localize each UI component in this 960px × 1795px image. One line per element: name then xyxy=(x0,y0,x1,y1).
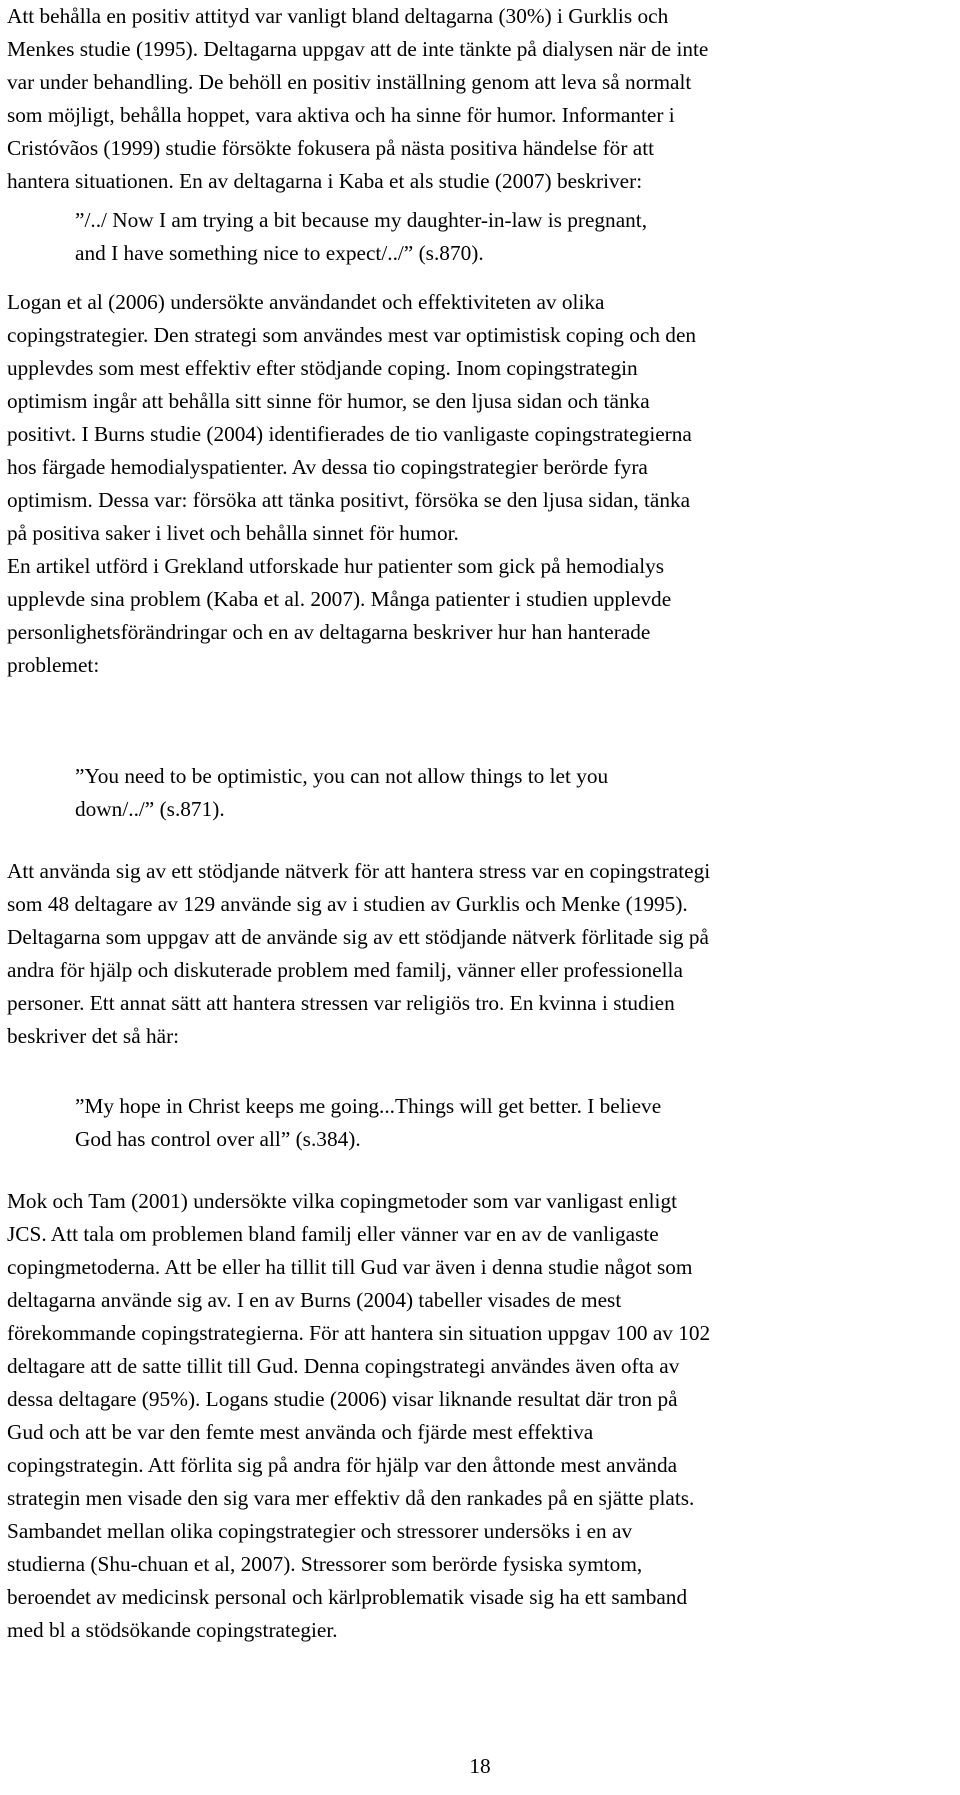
text-line: Menkes studie (1995). Deltagarna uppgav att de inte tänkte på dialysen när de inte xyxy=(7,37,709,61)
text-line: copingstrategier. Den strategi som användes mest var optimistisk coping och den xyxy=(7,323,697,347)
text-line: copingstrategin. Att förlita sig på andra för hjälp var den åttonde mest använda xyxy=(7,1453,678,1477)
page-number: 18 xyxy=(469,1754,491,1778)
text-line: copingmetoderna. Att be eller ha tillit till Gud var även i denna studie något som xyxy=(7,1255,693,1279)
text-line: studierna (Shu-chuan et al, 2007). Stressorer som berörde fysiska symtom, xyxy=(7,1552,643,1576)
text-line: hos färgade hemodialyspatienter. Av dessa tio copingstrategier berörde fyra xyxy=(7,455,648,479)
text-line: beskriver det så här: xyxy=(7,1024,180,1048)
quote-optimistic xyxy=(75,760,608,826)
text-line: andra för hjälp och diskuterade problem med familj, vänner eller professionella xyxy=(7,958,683,982)
text-line: Att använda sig av ett stödjande nätverk för att hantera stress var en copingstrategi xyxy=(7,859,711,883)
text-line: förekommande copingstrategierna. För att hantera sin situation uppgav 100 av 102 xyxy=(7,1321,711,1345)
text-line: deltagare att de satte tillit till Gud. Denna copingstrategi användes även ofta av xyxy=(7,1354,680,1378)
text-line: Logan et al (2006) undersökte användandet och effektiviteten av olika xyxy=(7,290,605,314)
text-line: upplevdes som mest effektiv efter stödjande coping. Inom copingstrategin xyxy=(7,356,638,380)
quote-daughter-in-law xyxy=(75,204,647,270)
quote-line: God has control over all” (s.384). xyxy=(75,1127,361,1151)
text-line: strategin men visade den sig vara mer effektiv då den rankades på en sjätte plats. xyxy=(7,1486,695,1510)
paragraph-support-network xyxy=(7,855,710,1053)
text-line: Mok och Tam (2001) undersökte vilka copingmetoder som var vanligast enligt xyxy=(7,1189,678,1213)
text-line: problemet: xyxy=(7,653,100,677)
text-line: dessa deltagare (95%). Logans studie (2006) visar liknande resultat där tron på xyxy=(7,1387,678,1411)
quote-line: ”You need to be optimistic, you can not allow things to let you xyxy=(75,764,609,788)
text-line: på positiva saker i livet och behålla sinnet för humor. xyxy=(7,521,459,545)
paragraph-positive-attitude xyxy=(7,0,708,198)
text-line: JCS. Att tala om problemen bland familj eller vänner var en av de vanligaste xyxy=(7,1222,659,1246)
text-line: Cristóvãos (1999) studie försökte fokusera på nästa positiva händelse för att xyxy=(7,136,655,160)
text-line: Sambandet mellan olika copingstrategier och stressorer undersöks i en av xyxy=(7,1519,633,1543)
text-line: personer. Ett annat sätt att hantera stressen var religiös tro. En kvinna i studien xyxy=(7,991,675,1015)
text-line: optimism. Dessa var: försöka att tänka positivt, försöka se den ljusa sidan, tänka xyxy=(7,488,691,512)
quote-line: ”/../ Now I am trying a bit because my daughter-in-law is pregnant, xyxy=(75,208,648,232)
text-line: En artikel utförd i Grekland utforskade hur patienter som gick på hemodialys xyxy=(7,554,665,578)
paragraph-logan-study xyxy=(7,286,696,550)
text-line: som möjligt, behålla hoppet, vara aktiva och ha sinne för humor. Informanter i xyxy=(7,103,675,127)
text-line: beroendet av medicinsk personal och kärlproblematik visade sig ha ett samband xyxy=(7,1585,688,1609)
text-line: var under behandling. De behöll en positiv inställning genom att leva så normalt xyxy=(7,70,692,94)
text-line: Deltagarna som uppgav att de använde sig av ett stödjande nätverk förlitade sig på xyxy=(7,925,709,949)
text-line: Att behålla en positiv attityd var vanligt bland deltagarna (30%) i Gurklis och xyxy=(7,4,669,28)
text-line: personlighetsförändringar och en av deltagarna beskriver hur han hanterade xyxy=(7,620,651,644)
text-line: hantera situationen. En av deltagarna i Kaba et als studie (2007) beskriver: xyxy=(7,169,643,193)
text-line: deltagarna använde sig av. I en av Burns (2004) tabeller visades de mest xyxy=(7,1288,622,1312)
quote-line: and I have something nice to expect/../” (s.870). xyxy=(75,241,484,265)
text-line: positivt. I Burns studie (2004) identifierades de tio vanligaste copingstrategierna xyxy=(7,422,692,446)
text-line: med bl a stödsökande copingstrategier. xyxy=(7,1618,338,1642)
paragraph-greece-article xyxy=(7,550,671,682)
text-line: Gud och att be var den femte mest använda och fjärde mest effektiva xyxy=(7,1420,594,1444)
quote-line: ”My hope in Christ keeps me going...Things will get better. I believe xyxy=(75,1094,662,1118)
text-line: upplevde sina problem (Kaba et al. 2007). Många patienter i studien upplevde xyxy=(7,587,672,611)
text-line: som 48 deltagare av 129 använde sig av i studien av Gurklis och Menke (1995). xyxy=(7,892,688,916)
paragraph-mok-tam xyxy=(7,1185,710,1647)
text-line: optimism ingår att behålla sitt sinne för humor, se den ljusa sidan och tänka xyxy=(7,389,650,413)
quote-hope-in-christ xyxy=(75,1090,661,1156)
quote-line: down/../” (s.871). xyxy=(75,797,225,821)
